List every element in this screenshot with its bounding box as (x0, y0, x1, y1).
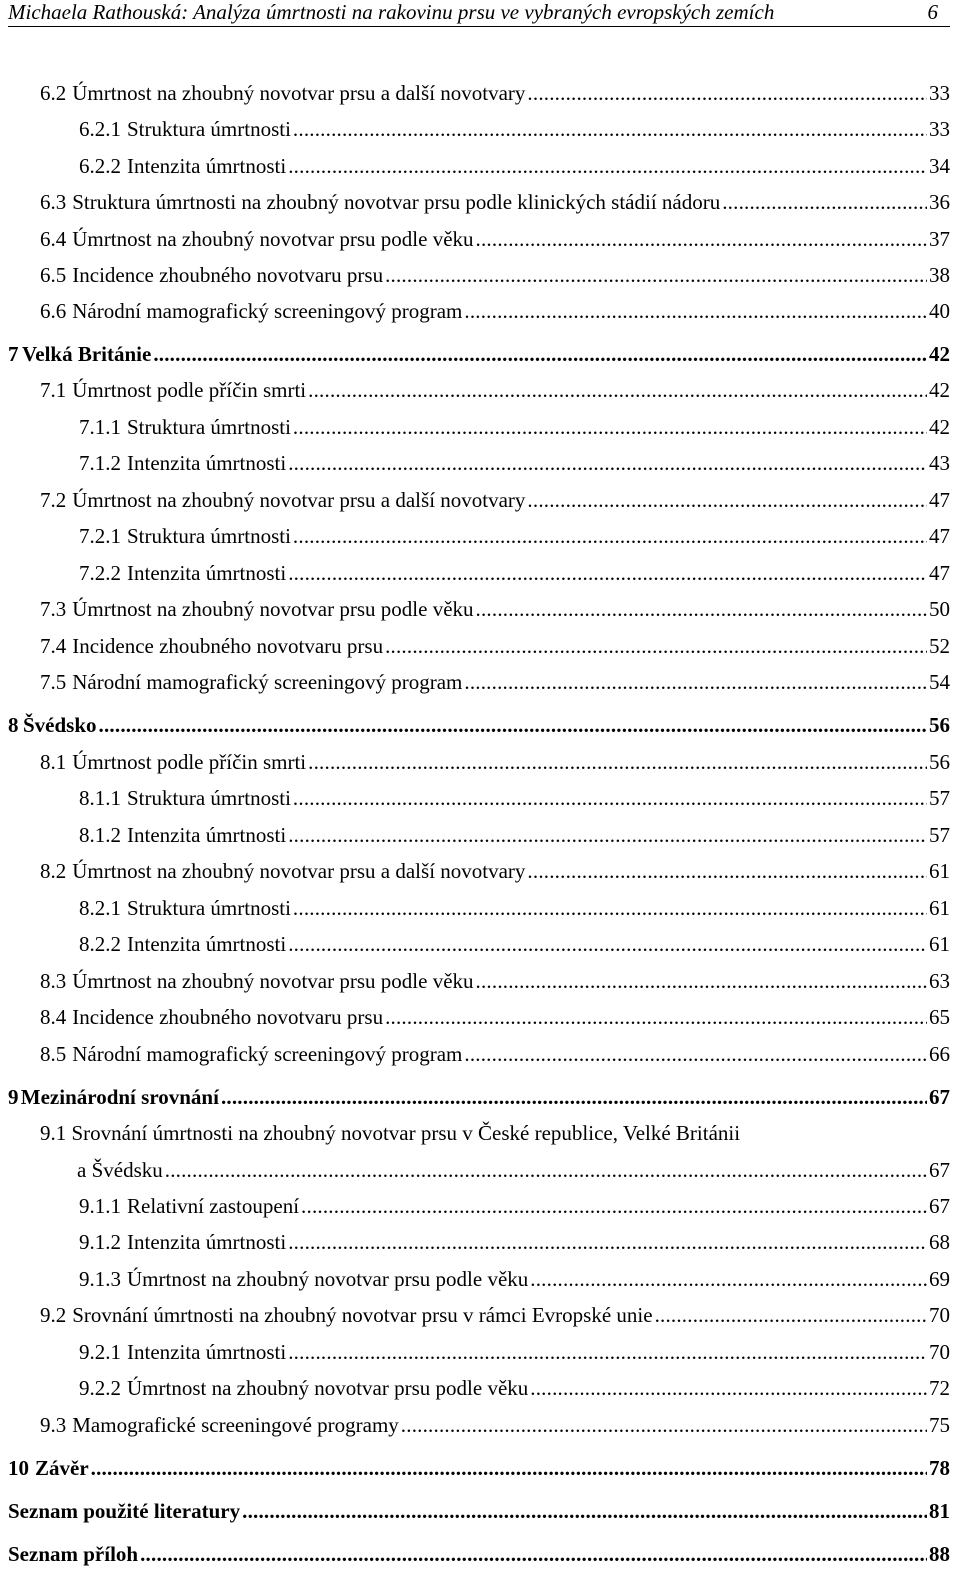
toc-entry[interactable] (79, 1375, 950, 1401)
toc-entry-first-line[interactable] (40, 1120, 740, 1146)
toc-entry[interactable] (8, 1541, 950, 1567)
toc-entry-title: Struktura úmrtnosti (127, 415, 291, 439)
toc-entry-number: 7.3 (40, 597, 67, 621)
toc-entry-page: 42 (929, 378, 950, 402)
toc-entry[interactable] (40, 749, 950, 775)
toc-leader-dots (464, 298, 927, 324)
toc-leader-dots (293, 116, 927, 142)
toc-entry-page: 67 (929, 1194, 950, 1218)
toc-entry[interactable] (79, 822, 950, 848)
toc-entry-page: 42 (929, 342, 950, 366)
toc-entry-title: Struktura úmrtnosti (127, 524, 291, 548)
toc-leader-dots (385, 1004, 927, 1030)
toc-entry-page: 67 (929, 1085, 950, 1109)
toc-entry-title: Intenzita úmrtnosti (127, 1340, 287, 1364)
toc-entry[interactable] (40, 596, 950, 622)
toc-entry-page: 56 (929, 750, 950, 774)
toc-entry-title: Intenzita úmrtnosti (127, 1230, 287, 1254)
toc-leader-dots (140, 1541, 927, 1567)
toc-entry-title: Intenzita úmrtnosti (127, 451, 287, 475)
toc-entry[interactable] (40, 298, 950, 324)
toc-leader-dots (288, 560, 927, 586)
toc-entry-page: 72 (929, 1376, 950, 1400)
toc-entry-title: Srovnání úmrtnosti na zhoubný novotvar prsu v České republice, Velké Británii (71, 1121, 741, 1145)
toc-leader-dots (401, 1412, 927, 1438)
toc-entry-page: 57 (929, 786, 950, 810)
toc-entry-number: 8.3 (40, 969, 67, 993)
toc-entry[interactable] (40, 1412, 950, 1438)
toc-leader-dots (288, 153, 927, 179)
toc-entry-number: 7.2.1 (79, 524, 121, 548)
toc-entry-number: 9.3 (40, 1413, 67, 1437)
toc-entry-number: 7.1 (40, 378, 67, 402)
toc-entry-number: 6.4 (40, 227, 67, 251)
toc-entry-number: 8.2 (40, 859, 67, 883)
toc-leader-dots (527, 80, 927, 106)
toc-leader-dots (385, 262, 927, 288)
toc-leader-dots (91, 1455, 927, 1481)
toc-leader-dots (288, 1339, 927, 1365)
toc-entry-number: 9 (8, 1085, 19, 1109)
toc-entry-page: 70 (929, 1340, 950, 1364)
toc-entry-page: 61 (929, 896, 950, 920)
toc-entry[interactable] (8, 1084, 950, 1110)
toc-leader-dots (308, 749, 927, 775)
toc-entry-number: 8.4 (40, 1005, 67, 1029)
toc-entry-title: Incidence zhoubného novotvaru prsu (72, 1005, 384, 1029)
toc-leader-dots (288, 931, 927, 957)
toc-leader-dots (99, 712, 927, 738)
toc-entry-number: 9.1 (40, 1121, 67, 1145)
toc-entry[interactable] (79, 1229, 950, 1255)
toc-entry[interactable] (79, 414, 950, 440)
toc-entry-number: 7.5 (40, 670, 67, 694)
toc-entry-title: Úmrtnost podle příčin smrti (72, 378, 307, 402)
toc-leader-dots (464, 1041, 927, 1067)
toc-entry-number: 6.5 (40, 263, 67, 287)
toc-entry-title: Úmrtnost na zhoubný novotvar prsu podle věku (72, 597, 474, 621)
toc-entry-number: 7.1.2 (79, 451, 121, 475)
toc-entry[interactable] (40, 858, 950, 884)
toc-entry-number: 6.2.1 (79, 117, 121, 141)
toc-entry-page: 54 (929, 670, 950, 694)
toc-entry-title: Struktura úmrtnosti (127, 117, 291, 141)
toc-entry-page: 34 (929, 154, 950, 178)
toc-entry[interactable] (40, 633, 950, 659)
toc-entry[interactable] (79, 153, 950, 179)
toc-entry-page: 47 (929, 524, 950, 548)
toc-entry-page: 75 (929, 1413, 950, 1437)
toc-entry-page: 47 (929, 561, 950, 585)
toc-entry-title: Národní mamografický screeningový program (72, 299, 463, 323)
toc-entry-title: Intenzita úmrtnosti (127, 823, 287, 847)
toc-entry-title: Úmrtnost na zhoubný novotvar prsu a další novotvary (72, 81, 526, 105)
toc-entry-title: Mezinárodní srovnání (20, 1085, 219, 1109)
toc-entry-number: 9.1.1 (79, 1194, 121, 1218)
toc-leader-dots (293, 895, 927, 921)
toc-entry-page: 43 (929, 451, 950, 475)
toc-entry-number: 6.6 (40, 299, 67, 323)
toc-leader-dots (527, 858, 927, 884)
toc-leader-dots (153, 341, 927, 367)
toc-entry-number: 9.1.3 (79, 1267, 121, 1291)
toc-entry-number: 8.1.1 (79, 786, 121, 810)
toc-entry[interactable] (79, 895, 950, 921)
toc-entry[interactable] (79, 116, 950, 142)
toc-entry-number: 6.2 (40, 81, 67, 105)
toc-entry-number: 8.2.2 (79, 932, 121, 956)
toc-leader-dots (476, 226, 927, 252)
running-title: Michaela Rathouská: Analýza úmrtnosti na rakovinu prsu ve vybraných evropských zemích (8, 0, 775, 24)
toc-entry-title: Struktura úmrtnosti (127, 896, 291, 920)
toc-entry[interactable] (8, 1498, 950, 1524)
toc-entry[interactable] (40, 262, 950, 288)
toc-entry-page: 50 (929, 597, 950, 621)
toc-entry[interactable] (40, 377, 950, 403)
toc-entry[interactable] (40, 189, 950, 215)
toc-entry-title: Švédsko (23, 713, 97, 737)
toc-entry-number: 8.1 (40, 750, 67, 774)
toc-entry-title: Úmrtnost podle příčin smrti (72, 750, 307, 774)
toc-entry-title: Struktura úmrtnosti (127, 786, 291, 810)
toc-entry-title: Intenzita úmrtnosti (127, 561, 287, 585)
toc-leader-dots (288, 822, 927, 848)
page-number: 6 (927, 0, 938, 24)
toc-entry-number: 7.2.2 (79, 561, 121, 585)
toc-entry-title: Závěr (35, 1456, 89, 1480)
toc-entry-page: 38 (929, 263, 950, 287)
toc-entry-page: 81 (929, 1499, 950, 1523)
toc-entry-title: Národní mamografický screeningový program (72, 670, 463, 694)
toc-entry-number: 10 (8, 1456, 29, 1480)
toc-entry-page: 70 (929, 1303, 950, 1327)
toc-leader-dots (288, 1229, 927, 1255)
toc-entry-page: 37 (929, 227, 950, 251)
toc-entry-page: 52 (929, 634, 950, 658)
toc-entry[interactable] (79, 1339, 950, 1365)
toc-entry-number: 6.2.2 (79, 154, 121, 178)
toc-entry-page: 61 (929, 859, 950, 883)
toc-leader-dots (476, 968, 927, 994)
toc-entry[interactable] (79, 450, 950, 476)
toc-entry-number: 7.1.1 (79, 415, 121, 439)
toc-entry[interactable] (40, 1004, 950, 1030)
toc-entry-title: Úmrtnost na zhoubný novotvar prsu podle věku (127, 1376, 529, 1400)
toc-entry[interactable] (40, 80, 950, 106)
toc-entry-page: 78 (929, 1456, 950, 1480)
toc-leader-dots (655, 1302, 927, 1328)
toc-entry-page: 68 (929, 1230, 950, 1254)
toc-entry-page: 33 (929, 81, 950, 105)
toc-entry-page: 56 (929, 713, 950, 737)
toc-entry-page: 57 (929, 823, 950, 847)
toc-entry-page: 40 (929, 299, 950, 323)
toc-entry-number: 7 (8, 342, 19, 366)
toc-leader-dots (293, 785, 927, 811)
toc-entry-title: Úmrtnost na zhoubný novotvar prsu podle věku (72, 227, 474, 251)
toc-entry-page: 69 (929, 1267, 950, 1291)
toc-entry-number: 8 (8, 713, 19, 737)
toc-entry-title: Seznam použité literatury (8, 1499, 241, 1523)
toc-entry-title: Incidence zhoubného novotvaru prsu (72, 263, 384, 287)
toc-leader-dots (293, 523, 927, 549)
toc-entry-number: 9.1.2 (79, 1230, 121, 1254)
toc-entry[interactable] (40, 487, 950, 513)
toc-leader-dots (530, 1375, 927, 1401)
toc-entry-number: 7.4 (40, 634, 67, 658)
toc-entry[interactable] (77, 1157, 950, 1183)
toc-entry-page: 36 (929, 190, 950, 214)
toc-entry[interactable] (79, 523, 950, 549)
toc-entry-title: Úmrtnost na zhoubný novotvar prsu a další novotvary (72, 859, 526, 883)
toc-entry-title: Úmrtnost na zhoubný novotvar prsu a další novotvary (72, 488, 526, 512)
toc-entry[interactable] (8, 341, 950, 367)
toc-entry-title: Národní mamografický screeningový program (72, 1042, 463, 1066)
toc-leader-dots (165, 1157, 927, 1183)
toc-entry-number: 8.2.1 (79, 896, 121, 920)
toc-entry[interactable] (40, 226, 950, 252)
toc-entry-page: 61 (929, 932, 950, 956)
toc-entry[interactable] (79, 1266, 950, 1292)
toc-entry-title: Srovnání úmrtnosti na zhoubný novotvar prsu v rámci Evropské unie (72, 1303, 653, 1327)
toc-leader-dots (527, 487, 927, 513)
toc-entry-title: Intenzita úmrtnosti (127, 932, 287, 956)
toc-entry[interactable] (79, 931, 950, 957)
toc-entry-number: 9.2.1 (79, 1340, 121, 1364)
toc-entry[interactable] (79, 1193, 950, 1219)
toc-entry-title: Struktura úmrtnosti na zhoubný novotvar prsu podle klinických stádií nádoru (72, 190, 721, 214)
toc-entry[interactable] (40, 1302, 950, 1328)
toc-entry[interactable] (8, 1455, 950, 1481)
toc-entry-page: 65 (929, 1005, 950, 1029)
toc-entry-number: 8.5 (40, 1042, 67, 1066)
toc-entry[interactable] (8, 712, 950, 738)
toc-leader-dots (464, 669, 927, 695)
toc-entry-number: 7.2 (40, 488, 67, 512)
toc-entry[interactable] (40, 669, 950, 695)
toc-entry-title: Incidence zhoubného novotvaru prsu (72, 634, 384, 658)
toc-leader-dots (308, 377, 927, 403)
toc-entry-page: 66 (929, 1042, 950, 1066)
toc-leader-dots (288, 450, 927, 476)
toc-entry-page: 88 (929, 1542, 950, 1566)
toc-entry-page: 33 (929, 117, 950, 141)
toc-entry-title: Seznam příloh (8, 1542, 139, 1566)
toc-entry-number: 9.2 (40, 1303, 67, 1327)
toc-leader-dots (476, 596, 927, 622)
toc-entry-title: Relativní zastoupení (127, 1194, 300, 1218)
toc-leader-dots (722, 189, 927, 215)
toc-leader-dots (530, 1266, 927, 1292)
toc-entry-page: 42 (929, 415, 950, 439)
toc-entry-page: 67 (929, 1158, 950, 1182)
toc-entry[interactable] (40, 968, 950, 994)
toc-entry-title: Mamografické screeningové programy (72, 1413, 399, 1437)
toc-entry[interactable] (79, 785, 950, 811)
toc-entry[interactable] (40, 1041, 950, 1067)
toc-leader-dots (385, 633, 927, 659)
toc-entry-title: Úmrtnost na zhoubný novotvar prsu podle věku (127, 1267, 529, 1291)
toc-entry-title: Úmrtnost na zhoubný novotvar prsu podle věku (72, 969, 474, 993)
toc-entry-title: Intenzita úmrtnosti (127, 154, 287, 178)
toc-leader-dots (293, 414, 927, 440)
toc-entry-page: 47 (929, 488, 950, 512)
toc-entry-title: Velká Británie (22, 342, 152, 366)
toc-leader-dots (242, 1498, 927, 1524)
toc-entry-page: 63 (929, 969, 950, 993)
toc-entry[interactable] (79, 560, 950, 586)
toc-leader-dots (301, 1193, 927, 1219)
toc-entry-number: 6.3 (40, 190, 67, 214)
toc-entry-number: 9.2.2 (79, 1376, 121, 1400)
toc-entry-number: 8.1.2 (79, 823, 121, 847)
toc-leader-dots (221, 1084, 927, 1110)
toc-entry-title-continued: a Švédsku (77, 1158, 163, 1182)
